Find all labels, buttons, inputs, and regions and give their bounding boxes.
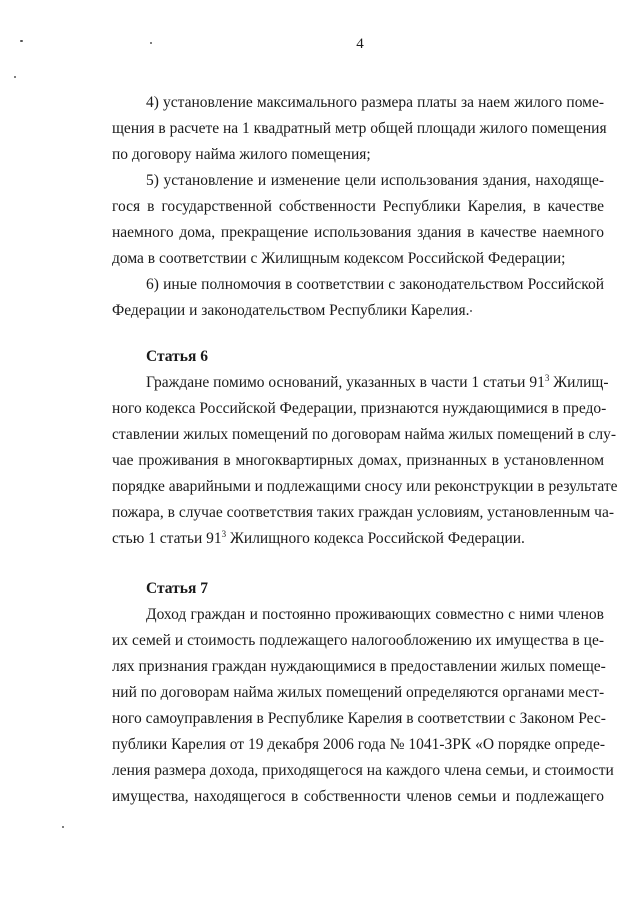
text-line: 4) установление максимального размера платы за наем жилого поме- <box>146 94 604 111</box>
text-line: щения в расчете на 1 квадратный метр общей площади жилого помещения <box>112 120 607 137</box>
text-line: Доход граждан и постоянно проживающих совместно с ними членов <box>146 606 604 623</box>
article-6-title: Статья 6 <box>146 348 208 365</box>
text-line: публики Карелия от 19 декабря 2006 года № 1041-ЗРК «О порядке опреде- <box>112 736 606 753</box>
scan-speck <box>14 76 16 78</box>
text-line: ного кодекса Российской Федерации, признаются нуждающимися в предо- <box>112 400 607 417</box>
text-line: ления размера дохода, приходящегося на каждого члена семьи, и стоимости <box>112 762 614 779</box>
text-line: дома в соответствии с Жилищным кодексом Российской Федерации; <box>112 250 566 267</box>
text-line: по договору найма жилого помещения; <box>112 146 371 163</box>
text-line: гося в государственной собственности Республики Карелия, в качестве <box>112 198 604 215</box>
superscript: 3 <box>544 373 550 383</box>
article-7-body <box>112 602 614 810</box>
page-number: 4 <box>356 36 364 52</box>
text-line: 6) иные полномочия в соответствии с законодательством Российской <box>146 276 604 293</box>
text-line: Федерации и законодательством Республики Карелия. <box>112 302 470 319</box>
article-7-title: Статья 7 <box>146 580 208 597</box>
list-item-5 <box>112 168 604 272</box>
text-line: имущества, находящегося в собственности членов семьи и подлежащего <box>112 788 604 805</box>
text-line: лях признания граждан нуждающимися в предоставлении жилых помеще- <box>112 658 606 675</box>
text-line: 5) установление и изменение цели использования здания, находяще- <box>146 172 604 189</box>
text-line: стью 1 статьи $91^3$ Жилищного кодекса Российской Федерации. <box>112 529 525 547</box>
list-item-4 <box>112 90 607 168</box>
text-line: ставлении жилых помещений по договорам найма жилых помещений в слу- <box>112 426 616 443</box>
scan-speck <box>150 42 152 44</box>
text-line: ного самоуправления в Республике Карелия в соответствии с Законом Рес- <box>112 710 606 727</box>
text-line: ний по договорам найма жилых помещений определяются органами мест- <box>112 684 605 701</box>
article-6-body <box>112 370 618 552</box>
text-line: чае проживания в многоквартирных домах, признанных в установленном <box>112 452 604 469</box>
text-line: Граждане помимо оснований, указанных в части 1 статьи $91^3$ Жилищ- <box>146 373 609 391</box>
scan-speck <box>20 40 23 42</box>
list-item-6 <box>112 272 604 324</box>
superscript: 3 <box>221 529 227 539</box>
text-line: наемного дома, прекращение использования здания в качестве наемного <box>112 224 604 241</box>
text-line: их семей и стоимость подлежащего налогообложению их имущества в це- <box>112 632 604 649</box>
text-line: порядке аварийными и подлежащими сносу или реконструкции в результате <box>112 478 618 495</box>
text-line: пожара, в случае соответствия таких граждан условиям, установленным ча- <box>112 504 615 521</box>
scan-speck <box>62 826 64 828</box>
